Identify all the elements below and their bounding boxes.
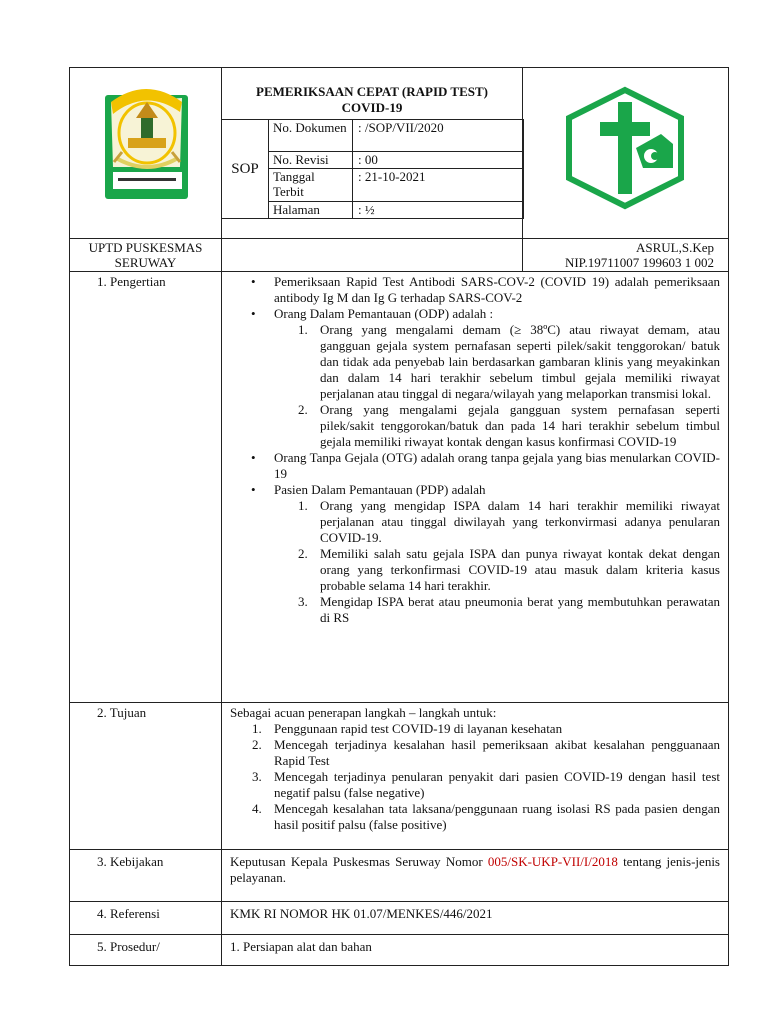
section-label-pengertian: 1. Pengertian — [70, 272, 222, 703]
org-line-2: SERUWAY — [114, 255, 177, 270]
tujuan-item: Mencegah terjadinya kesalahan hasil pemeriksaan akibat kesalahan pengguanaan Rapid Test — [274, 737, 720, 768]
kebijakan-text-after: tentang jenis-jenis pelayanan. — [230, 854, 720, 885]
sop-table — [69, 67, 729, 966]
title-and-meta-cell — [222, 68, 523, 239]
tujuan-intro: Sebagai acuan penerapan langkah – langkah untuk: — [230, 705, 497, 720]
pdp-item: Orang yang mengidap ISPA dalam 14 hari terakhir memiliki riwayat perjalanan atau tinggal diwilayah yang terkonvirmasi adanya penularan COVID-19. — [320, 498, 720, 545]
pengertian-item-3 — [274, 450, 720, 482]
tujuan-item: Mencegah terjadinya penularan penyakit dari pasien COVID-19 dengan hasil test negatif palsu (false negative) — [274, 769, 720, 800]
pengertian-item-2 — [274, 306, 720, 450]
section-label-referensi: 4. Referensi — [70, 902, 222, 935]
section-content-tujuan — [222, 703, 729, 850]
tujuan-list — [230, 721, 720, 833]
meta-value-tanggal-terbit: : 21-10-2021 — [353, 169, 524, 202]
pengertian-item-1-text: Pemeriksaan Rapid Test Antibodi SARS-COV-2 (COVID 19) adalah pemeriksaan antibody Ig M dan Ig G terhadap SARS-COV-2 — [274, 274, 720, 305]
pengertian-list — [230, 274, 720, 626]
blank-cell — [222, 239, 523, 272]
kebijakan-text-before: Keputusan Kepala Puskesmas Seruway Nomor — [230, 854, 488, 869]
tujuan-item: Penggunaan rapid test COVID-19 di layanan kesehatan — [274, 721, 563, 736]
signer-nip: NIP.19711007 199603 1 002 — [564, 255, 714, 270]
meta-key-no-dokumen: No. Dokumen — [269, 120, 353, 152]
section-content-referensi: KMK RI NOMOR HK 01.07/MENKES/446/2021 — [222, 902, 729, 935]
pdp-item: Mengidap ISPA berat atau pneumonia berat yang membutuhkan perawatan di RS — [320, 594, 720, 625]
document-title — [222, 68, 522, 119]
right-logo-cell — [523, 68, 729, 239]
puskesmas-logo-icon — [523, 68, 727, 234]
meta-value-no-revisi: : 00 — [353, 152, 524, 169]
org-cell — [70, 239, 222, 272]
section-label-tujuan: 2. Tujuan — [70, 703, 222, 850]
left-logo-cell — [70, 68, 222, 239]
pengertian-item-1 — [274, 274, 720, 306]
section-content-prosedur: 1. Persiapan alat dan bahan — [222, 935, 729, 966]
tujuan-item: Mencegah kesalahan tata laksana/penggunaan ruang isolasi RS pada pasien dengan hasil positif palsu (false positive) — [274, 801, 720, 832]
pdp-item: Memiliki salah satu gejala ISPA dan punya riwayat kontak dekat dengan orang yang terkonfirmasi COVID-19 atau masuk dalam kriteria kasus probable selama 14 hari terakhir. — [320, 546, 720, 593]
meta-key-halaman: Halaman — [269, 202, 353, 219]
meta-value-no-dokumen: : /SOP/VII/2020 — [353, 120, 524, 152]
sop-document — [69, 67, 728, 966]
signer-cell — [523, 239, 729, 272]
signer-name: ASRUL,S.Kep — [635, 240, 714, 255]
title-line-2: COVID-19 — [341, 100, 403, 115]
title-line-1: PEMERIKSAAN CEPAT (RAPID TEST) — [256, 84, 488, 99]
meta-table — [221, 119, 524, 219]
section-label-kebijakan: 3. Kebijakan — [70, 850, 222, 902]
pengertian-item-3-text: Orang Tanpa Gejala (OTG) adalah orang tanpa gejala yang bias menularkan COVID-19 — [274, 450, 720, 481]
pengertian-item-4 — [274, 482, 720, 626]
meta-value-halaman: : ½ — [353, 202, 524, 219]
org-line-1: UPTD PUSKESMAS — [88, 240, 203, 255]
aceh-tamiang-logo-icon — [70, 68, 220, 234]
kebijakan-sk-number: 005/SK-UKP-VII/I/2018 — [487, 854, 618, 869]
sop-label: SOP — [222, 120, 269, 219]
pengertian-item-2-text: Orang Dalam Pemantauan (ODP) adalah : — [274, 306, 494, 321]
section-label-prosedur: 5. Prosedur/ — [70, 935, 222, 966]
section-content-pengertian — [222, 272, 729, 703]
odp-item: Orang yang mengalami gejala gangguan system pernafasan seperti pilek/sakit tenggorokan/batuk dan pada 14 hari terakhir sebelum timbul gejala memiliki riwayat kontak dengan kasus konfirmasi COVID-19 — [320, 402, 720, 449]
pdp-list — [274, 498, 720, 626]
meta-key-no-revisi: No. Revisi — [269, 152, 353, 169]
pengertian-item-4-text: Pasien Dalam Pemantauan (PDP) adalah — [274, 482, 486, 497]
section-content-kebijakan — [222, 850, 729, 902]
odp-list — [274, 322, 720, 450]
odp-item: Orang yang mengalami demam (≥ 38ºC) atau riwayat demam, atau gangguan gejala system pernafasan seperti pilek/sakit tenggorokan/ batuk dan tidak ada penyebab lain berdasarkan gambaran klinis yang meyakinkan dan dalam 14 hari terakhir sebelum timbul gejala memiliki riwayat perjalanan atau tinggal di negara/wilayah yang melaporkan transmisi lokal. — [320, 322, 720, 401]
meta-key-tanggal-terbit: Tanggal Terbit — [269, 169, 353, 202]
